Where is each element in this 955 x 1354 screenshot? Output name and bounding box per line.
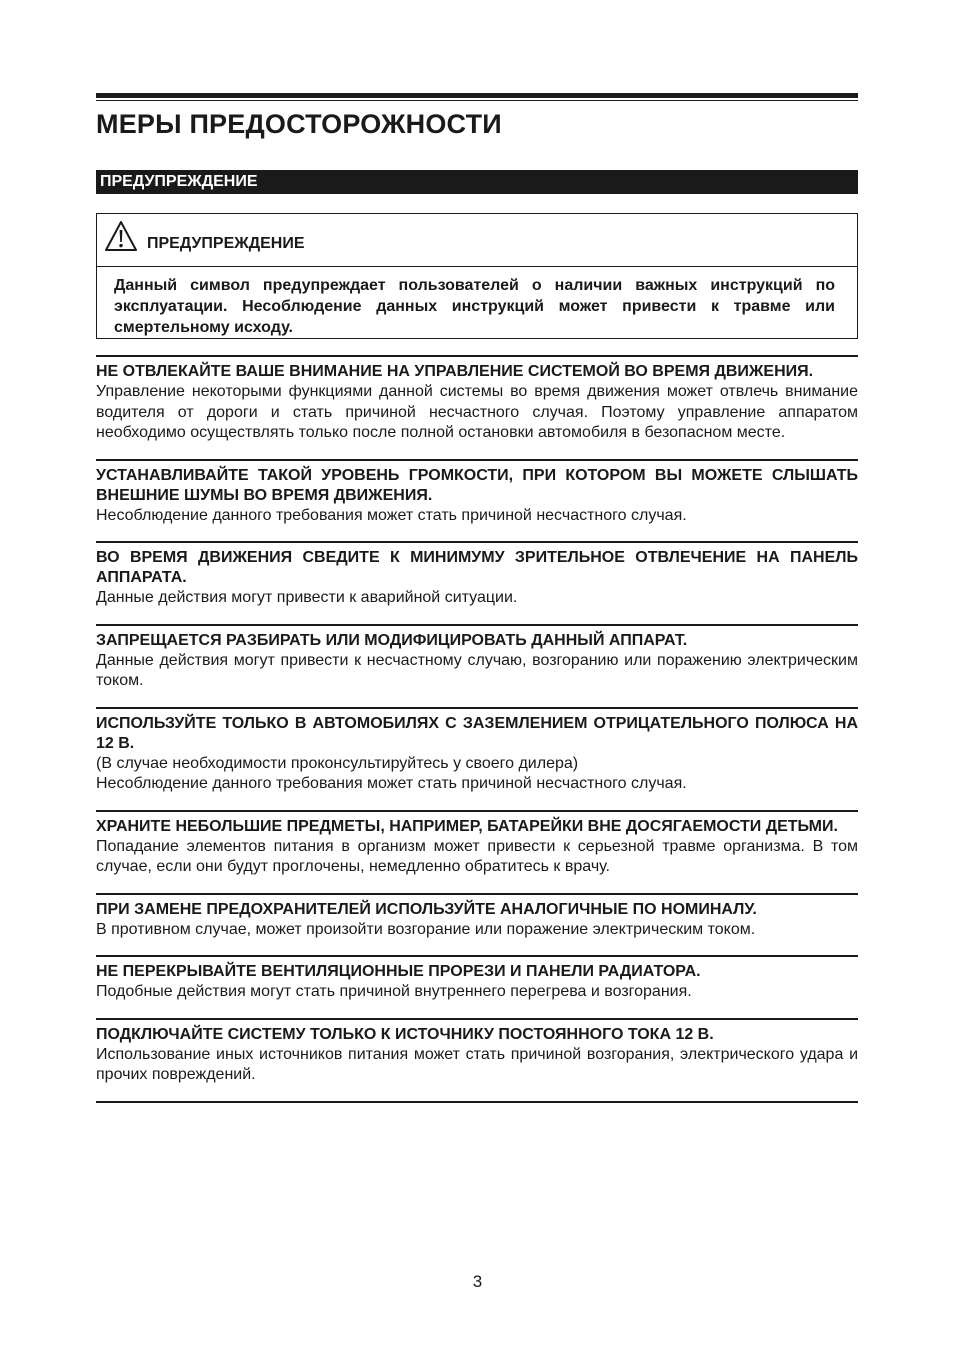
precaution-text: Использование иных источников питания может стать причиной возгорания, электрического удара и прочих повреждений. bbox=[96, 1045, 858, 1083]
precaution-heading: ВО ВРЕМЯ ДВИЖЕНИЯ СВЕДИТЕ К МИНИМУМУ ЗРИТЕЛЬНОЕ ОТВЛЕЧЕНИЕ НА ПАНЕЛЬ АППАРАТА. bbox=[96, 549, 858, 586]
title-rule-thin bbox=[96, 100, 858, 101]
precaution-item bbox=[96, 955, 858, 1003]
precaution-item bbox=[96, 893, 858, 941]
page bbox=[96, 93, 858, 1103]
precaution-item bbox=[96, 810, 858, 878]
warning-box-text: Данный символ предупреждает пользователей о наличии важных инструкций по эксплуатации. Несоблюдение данных инструкций может привести к травме или смертельному исходу. bbox=[114, 277, 835, 336]
page-title: МЕРЫ ПРЕДОСТОРОЖНОСТИ bbox=[96, 109, 502, 139]
precaution-heading: НЕ ОТВЛЕКАЙТЕ ВАШЕ ВНИМАНИЕ НА УПРАВЛЕНИЕ СИСТЕМОЙ ВО ВРЕМЯ ДВИЖЕНИЯ. bbox=[96, 363, 814, 380]
precaution-text: Управление некоторыми функциями данной системы во время движения может отвлечь внимание водителя от дороги и стать причиной несчастного случая. Поэтому управление аппаратом необходимо осуществлять только после полной остановки автомобиля в безопасном месте. bbox=[96, 383, 858, 441]
precaution-text: (В случае необходимости проконсультируйтесь у своего дилера) bbox=[96, 754, 579, 772]
precaution-heading: ЗАПРЕЩАЕТСЯ РАЗБИРАТЬ ИЛИ МОДИФИЦИРОВАТЬ ДАННЫЙ АППАРАТ. bbox=[96, 631, 688, 649]
precaution-item bbox=[96, 707, 858, 795]
precaution-heading: ПРИ ЗАМЕНЕ ПРЕДОХРАНИТЕЛЕЙ ИСПОЛЬЗУЙТЕ АНАЛОГИЧНЫЕ ПО НОМИНАЛУ. bbox=[96, 900, 757, 918]
warning-box-label: ПРЕДУПРЕЖДЕНИЕ bbox=[147, 235, 305, 252]
precaution-item bbox=[96, 1018, 858, 1086]
precaution-heading: ХРАНИТЕ НЕБОЛЬШИЕ ПРЕДМЕТЫ, НАПРИМЕР, БАТАРЕЙКИ ВНЕ ДОСЯГАЕМОСТИ ДЕТЬМИ. bbox=[96, 817, 838, 835]
precaution-item bbox=[96, 459, 858, 527]
precaution-text: Данные действия могут привести к аварийной ситуации. bbox=[96, 589, 518, 606]
precaution-item bbox=[96, 541, 858, 609]
section-header-warning: ПРЕДУПРЕЖДЕНИЕ bbox=[96, 170, 858, 194]
precaution-text: Данные действия могут привести к несчастному случаю, возгоранию или поражению электрическим током. bbox=[96, 651, 858, 689]
precaution-text: Попадание элементов питания в организм может привести к серьезной травме организма. В том случае, если они будут проглочены, немедленно обратитесь к врачу. bbox=[96, 837, 858, 875]
precaution-heading: НЕ ПЕРЕКРЫВАЙТЕ ВЕНТИЛЯЦИОННЫЕ ПРОРЕЗИ И ПАНЕЛИ РАДИАТОРА. bbox=[96, 963, 701, 980]
precaution-text: Несоблюдение данного требования может стать причиной несчастного случая. bbox=[96, 775, 687, 792]
precaution-heading: ПОДКЛЮЧАЙТЕ СИСТЕМУ ТОЛЬКО К ИСТОЧНИКУ ПОСТОЯННОГО ТОКА 12 В. bbox=[96, 1025, 714, 1043]
precaution-item bbox=[96, 624, 858, 692]
precaution-text: Подобные действия могут стать причиной внутреннего перегрева и возгорания. bbox=[96, 983, 692, 1000]
precaution-heading: УСТАНАВЛИВАЙТЕ ТАКОЙ УРОВЕНЬ ГРОМКОСТИ, ПРИ КОТОРОМ ВЫ МОЖЕТЕ СЛЫШАТЬ ВНЕШНИЕ ШУМЫ ВО ВРЕМЯ ДВИЖЕНИЯ. bbox=[96, 466, 858, 504]
title-rule-thick bbox=[96, 93, 858, 98]
precaution-heading: ИСПОЛЬЗУЙТЕ ТОЛЬКО В АВТОМОБИЛЯХ С ЗАЗЕМЛЕНИЕМ ОТРИЦАТЕЛЬНОГО ПОЛЮСА НА 12 В. bbox=[96, 714, 858, 752]
precaution-text: В противном случае, может произойти возгорание или поражение электрическим током. bbox=[96, 920, 756, 938]
precaution-text: Несоблюдение данного требования может стать причиной несчастного случая. bbox=[96, 506, 687, 524]
warning-box-header bbox=[97, 214, 857, 267]
bottom-rule bbox=[96, 1101, 858, 1103]
warning-box bbox=[96, 213, 858, 339]
precautions-list bbox=[96, 355, 858, 1103]
warning-triangle-icon bbox=[104, 220, 138, 252]
page-number: 3 bbox=[472, 1272, 483, 1291]
precaution-item bbox=[96, 355, 858, 444]
